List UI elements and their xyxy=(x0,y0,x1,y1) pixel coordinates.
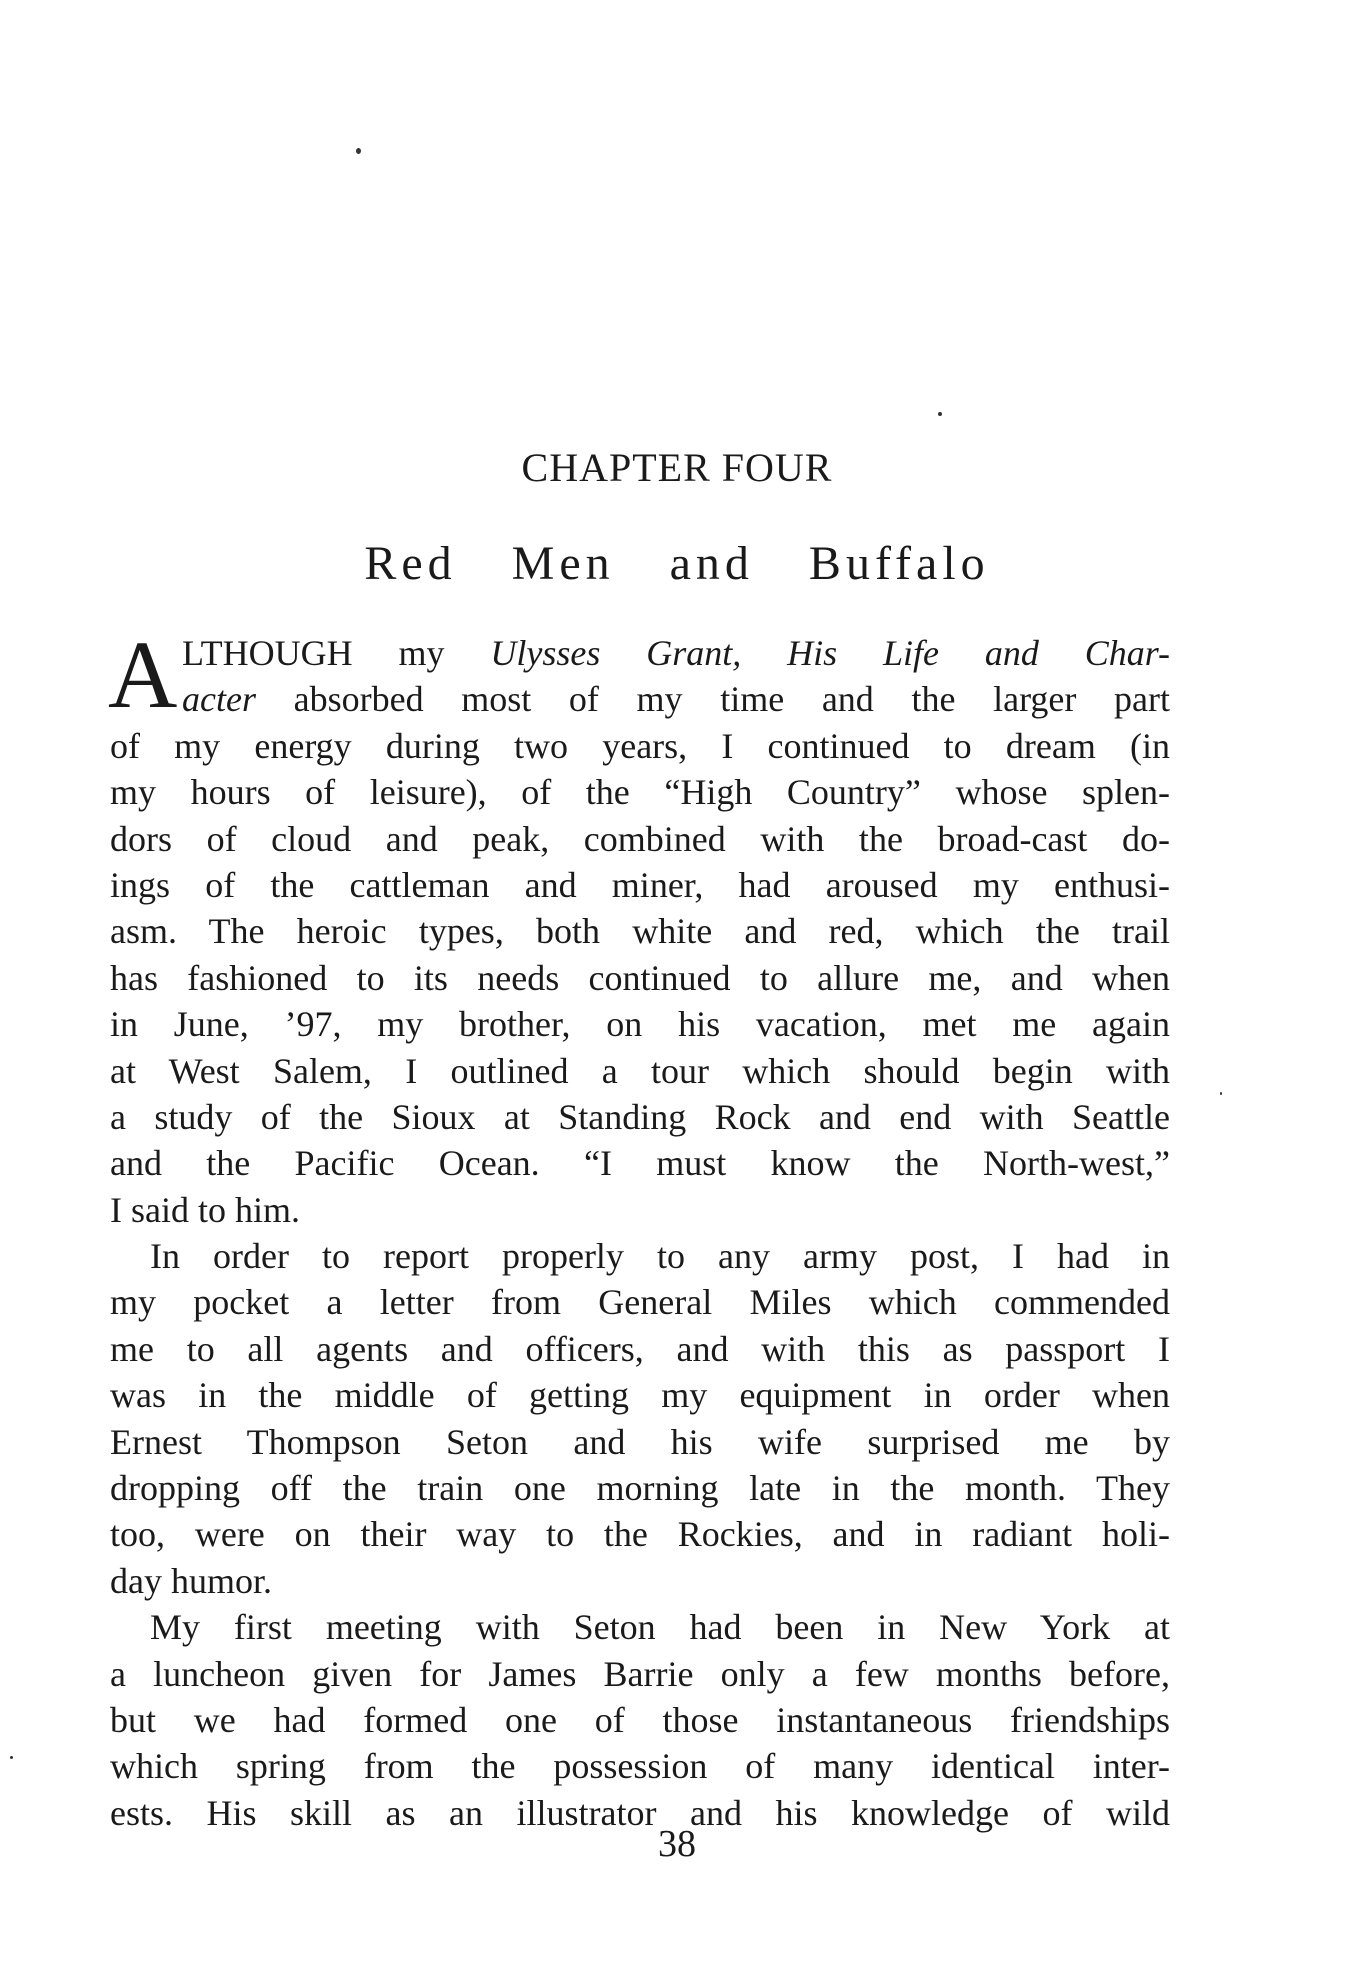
text-line: at West Salem, I outlined a tour which should begin with xyxy=(110,1050,1170,1091)
text-line: was in the middle of getting my equipment in order when xyxy=(110,1375,1170,1416)
text-line: which spring from the possession of many identical inter- xyxy=(110,1746,1170,1787)
text-line: in June, ’97, my brother, on his vacation, met me again xyxy=(110,1004,1170,1045)
speck xyxy=(938,412,942,416)
page-number: 38 xyxy=(658,1823,696,1865)
text-line: a study of the Sioux at Standing Rock and end with Seattle xyxy=(110,1096,1170,1137)
text-line: Ernest Thompson Seton and his wife surprised me by xyxy=(110,1421,1170,1462)
text-run: absorbed most of my time and the larger part xyxy=(255,679,1170,720)
text-run: LTHOUGH my xyxy=(182,633,491,673)
speck xyxy=(1220,1092,1222,1095)
body-text xyxy=(108,621,1170,1836)
speck xyxy=(356,148,361,154)
text-line: dropping off the train one morning late in the month. They xyxy=(110,1468,1170,1509)
text-line: day humor. xyxy=(110,1560,272,1601)
text-line: too, were on their way to the Rockies, and in radiant holi- xyxy=(110,1514,1170,1555)
text-line: asm. The heroic types, both white and red, which the trail xyxy=(110,911,1170,952)
text-line: I said to him. xyxy=(110,1189,300,1230)
speck xyxy=(10,1756,13,1759)
text-line: of my energy during two years, I continued to dream (in xyxy=(110,725,1170,766)
text-line: and the Pacific Ocean. “I must know the North-west,” xyxy=(110,1143,1170,1184)
book-title-italic: acter xyxy=(182,679,256,720)
text-line: ings of the cattleman and miner, had aroused my enthusi- xyxy=(110,864,1170,905)
drop-cap: A xyxy=(108,621,178,728)
text-line: my pocket a letter from General Miles which commended xyxy=(110,1282,1170,1323)
text-line: My first meeting with Seton had been in New York at xyxy=(150,1607,1170,1648)
text-line xyxy=(110,676,1170,722)
text-line: In order to report properly to any army post, I had in xyxy=(150,1236,1170,1277)
text-line: ests. His skill as an illustrator and his knowledge of wild xyxy=(110,1792,1170,1833)
text-line: my hours of leisure), of the “High Country” whose splen- xyxy=(110,772,1170,813)
text-line: a luncheon given for James Barrie only a few months before, xyxy=(110,1653,1170,1694)
text-line: me to all agents and officers, and with this as passport I xyxy=(110,1328,1170,1369)
text-line: dors of cloud and peak, combined with the broad-cast do- xyxy=(110,818,1170,859)
text-line: but we had formed one of those instantaneous friendships xyxy=(110,1699,1170,1740)
text-line: has fashioned to its needs continued to allure me, and when xyxy=(110,957,1170,998)
chapter-title: Red Men and Buffalo xyxy=(364,537,990,590)
book-title-italic: Ulysses Grant, His Life and Char- xyxy=(490,633,1170,673)
chapter-label: CHAPTER FOUR xyxy=(521,445,833,490)
